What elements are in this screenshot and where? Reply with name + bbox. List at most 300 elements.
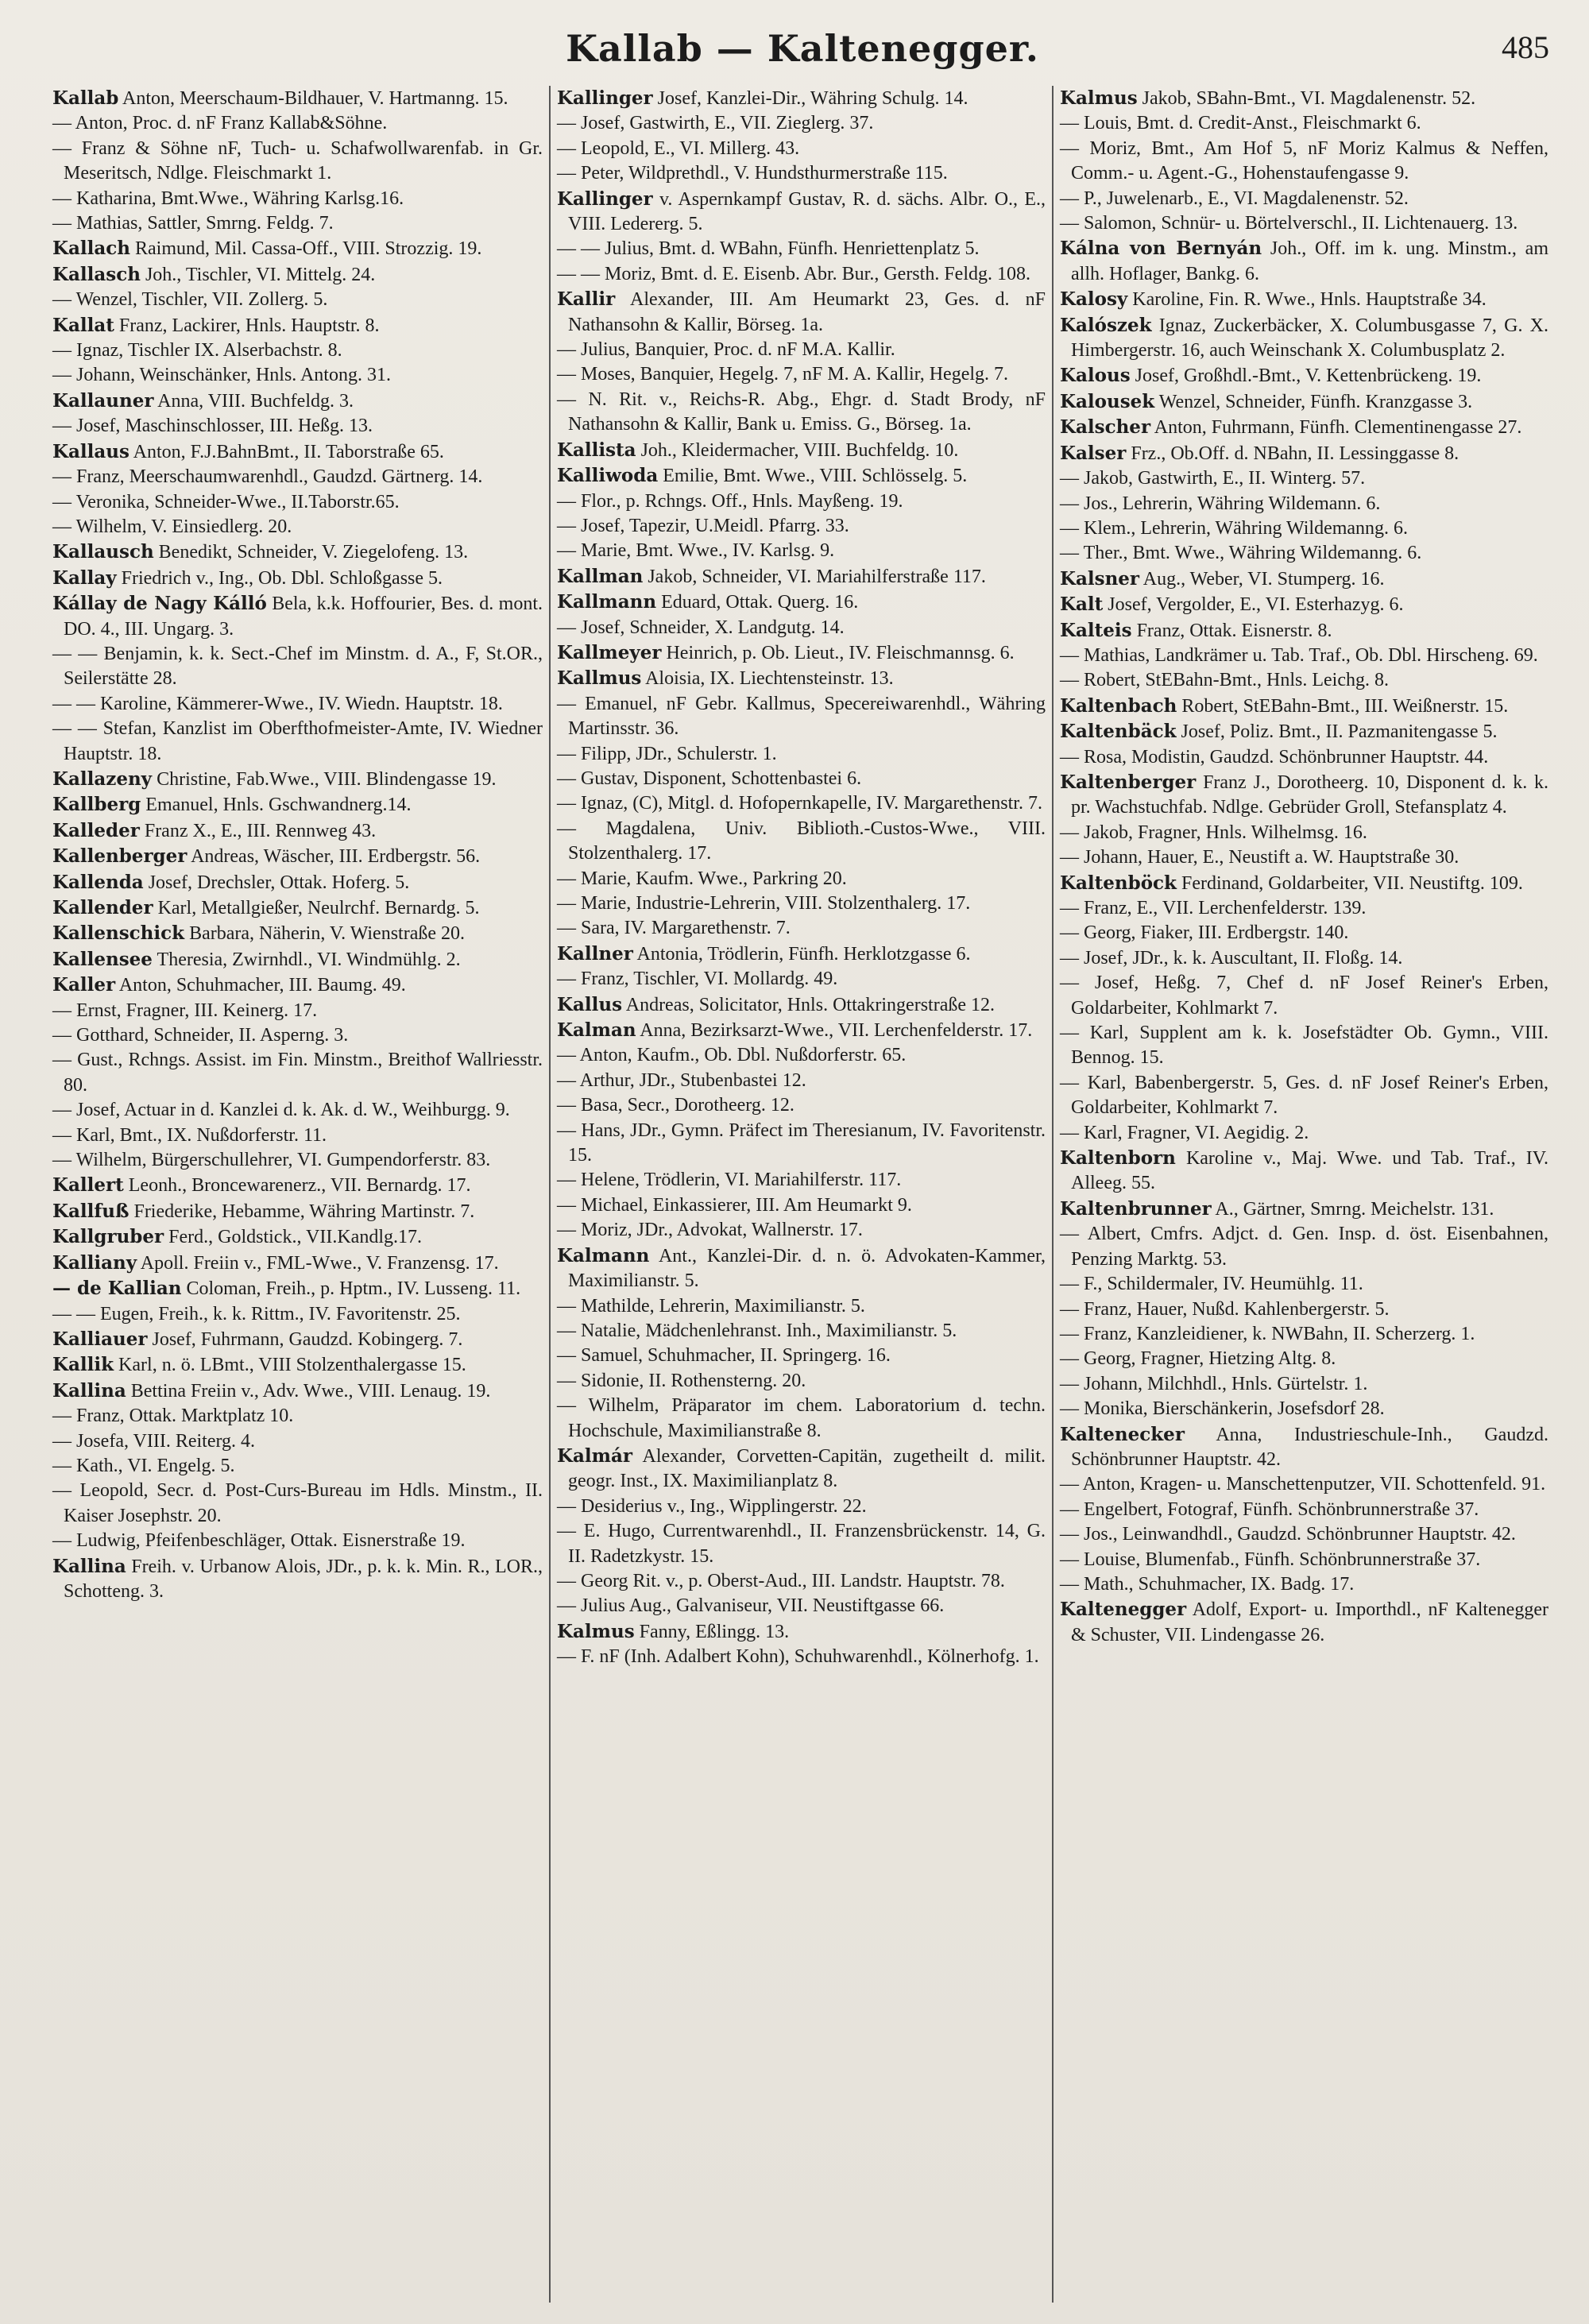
entry-text: — Johann, Hauer, E., Neustift a. W. Hauptstraße 30. [1060, 847, 1459, 868]
directory-entry [1060, 1272, 1548, 1297]
entry-text: — Desiderius v., Ing., Wipplingerstr. 22. [557, 1495, 867, 1517]
directory-entry [557, 187, 1046, 238]
entry-text: — Wilhelm, V. Einsiedlerg. 20. [52, 516, 292, 537]
directory-entry [1060, 1197, 1548, 1222]
directory-entry [52, 465, 543, 489]
entry-text: Josef, Großhdl.-Bmt., V. Kettenbrückeng. 19. [1135, 365, 1482, 387]
directory-entry [557, 1619, 1046, 1645]
directory-entry [1060, 770, 1548, 821]
entry-text: Leonh., Broncewarenerz., VII. Bernardg. 17. [128, 1175, 471, 1197]
directory-entry [557, 388, 1046, 438]
directory-entry [1060, 1572, 1548, 1597]
directory-entry [52, 973, 543, 998]
entry-text: Aug., Weber, VI. Stumperg. 16. [1142, 568, 1385, 590]
entry-surname: Kalliany [52, 1251, 137, 1274]
directory-entry [52, 818, 543, 844]
directory-entry [557, 767, 1046, 791]
directory-entry [1060, 644, 1548, 668]
entry-surname: Kallenda [52, 871, 144, 893]
directory-entry [1060, 363, 1548, 389]
directory-entry [52, 1479, 543, 1529]
directory-entry [1060, 236, 1548, 287]
entry-text: — Veronika, Schneider-Wwe., II.Taborstr.65. [52, 491, 400, 512]
entry-text: — Georg, Fragner, Hietzing Altg. 8. [1060, 1348, 1336, 1370]
entry-text: Robert, StEBahn-Bmt., III. Weißnerstr. 15. [1181, 695, 1509, 717]
entry-surname: Kallner [557, 942, 633, 965]
entry-text: Franz X., E., III. Rennweg 43. [144, 820, 377, 841]
directory-entry [52, 515, 543, 539]
entry-text: — Ignaz, Tischler IX. Alserbachstr. 8. [52, 340, 342, 362]
entry-text: — Flor., p. Rchngs. Off., Hnls. Mayßeng. 19. [557, 490, 903, 512]
entry-text: Josef, Poliz. Bmt., II. Pazmanitengasse 5. [1181, 721, 1498, 743]
entry-text: — Salomon, Schnür- u. Börtelverschl., II. Lichtenauerg. 13. [1060, 213, 1518, 234]
directory-entry [1060, 415, 1548, 440]
entry-text: — Mathias, Sattler, Smrng. Feldg. 7. [52, 213, 334, 234]
entry-text: — — Moriz, Bmt. d. E. Eisenb. Abr. Bur., Gersth. Feldg. 108. [557, 263, 1030, 284]
entry-text: — Franz, Hauer, Nußd. Kahlenbergerstr. 5. [1060, 1298, 1390, 1320]
directory-entry [1060, 821, 1548, 845]
entry-text: Friedrich v., Ing., Ob. Dbl. Schloßgasse 5. [121, 567, 443, 589]
entry-surname: Kaltenbach [1060, 694, 1177, 717]
entry-text: — Monika, Bierschänkerin, Josefsdorf 28. [1060, 1398, 1385, 1420]
entry-surname: Kalteis [1060, 619, 1132, 641]
directory-entry [1060, 592, 1548, 617]
entry-text: — Peter, Wildprethdl., V. Hundsthurmerstraße 115. [557, 163, 948, 184]
entry-text: Coloman, Freih., p. Hptm., IV. Lusseng. 11. [186, 1278, 521, 1300]
directory-entry [557, 1294, 1046, 1319]
directory-entry [1060, 1422, 1548, 1473]
directory-entry [52, 338, 543, 363]
directory-entry [557, 1043, 1046, 1068]
entry-text: Ignaz, Zuckerbäcker, X. Columbusgasse 7, G. X. Himbergerstr. 16, auch Weinschank X. Columbusplatz 2. [1071, 315, 1548, 362]
entry-text: — Emanuel, nF Gebr. Kallmus, Specereiwarenhdl., Währing Martinsstr. 36. [557, 693, 1046, 740]
entry-text: — Karl, Bmt., IX. Nußdorferstr. 11. [52, 1124, 327, 1146]
entry-surname: Kallaus [52, 440, 130, 462]
directory-entry [52, 1023, 543, 1048]
directory-entry [557, 666, 1046, 691]
directory-entry [1060, 946, 1548, 971]
entry-surname: Kallman [557, 565, 644, 587]
directory-entry [557, 514, 1046, 539]
entry-text: — Filipp, JDr., Schulerstr. 1. [557, 743, 777, 764]
directory-entry [557, 867, 1046, 891]
entry-text: — Josef, Schneider, X. Landgutg. 14. [557, 617, 845, 638]
entry-text: Bela, k.k. Hoffourier, Bes. d. mont. DO. 4., III. Ungarg. 3. [64, 594, 543, 640]
directory-entry [1060, 1472, 1548, 1497]
entry-text: Freih. v. Urbanow Alois, JDr., p. k. k. Min. R., LOR., Schotteng. 3. [64, 1556, 543, 1602]
columns [46, 86, 1556, 2303]
entry-surname: Kalmus [557, 1620, 635, 1642]
directory-entry [52, 642, 543, 692]
entry-text: — Wenzel, Tischler, VII. Zollerg. 5. [52, 289, 328, 311]
entry-text: Karoline, Fin. R. Wwe., Hnls. Hauptstraße 34. [1132, 289, 1487, 311]
entry-text: — Moriz, Bmt., Am Hof 5, nF Moriz Kalmus & Neffen, Comm.- u. Agent.-G., Hohenstaufengasse 9. [1060, 137, 1548, 184]
page-title: Kallab — Kaltenegger. [566, 27, 1039, 70]
entry-text: — — Eugen, Freih., k. k. Rittm., IV. Favoritenstr. 25. [52, 1303, 461, 1324]
directory-entry [1060, 1548, 1548, 1572]
entry-surname: Kallmus [557, 667, 642, 690]
entry-text: — Math., Schuhmacher, IX. Badg. 17. [1060, 1573, 1355, 1595]
entry-text: — Basa, Secr., Dorotheerg. 12. [557, 1095, 794, 1116]
page-header [48, 24, 1557, 79]
entry-text: Anton, Fuhrmann, Fünfh. Clementinengasse 27. [1154, 417, 1522, 439]
directory-entry [557, 1218, 1046, 1243]
directory-entry [1060, 211, 1548, 236]
directory-entry [52, 717, 543, 767]
entry-surname: Kalleder [52, 819, 140, 841]
directory-entry [557, 1594, 1046, 1618]
directory-entry [1060, 1146, 1548, 1197]
entry-surname: Kallay [52, 566, 117, 589]
entry-surname: Kallausch [52, 541, 154, 563]
directory-entry [52, 439, 543, 465]
entry-text: Ant., Kanzlei-Dir. d. n. ö. Advokaten-Kammer, Maximilianstr. 5. [568, 1245, 1046, 1292]
entry-text: — Leopold, E., VI. Millerg. 43. [557, 137, 800, 159]
entry-text: — Marie, Industrie-Lehrerin, VIII. Stolzenthalerg. 17. [557, 893, 971, 914]
directory-entry [557, 1394, 1046, 1444]
directory-entry [1060, 745, 1548, 770]
entry-text: — Rosa, Modistin, Gaudzd. Schönbrunner Hauptstr. 44. [1060, 746, 1489, 768]
entry-surname: Kalousek [1060, 390, 1155, 412]
entry-surname: Kallik [52, 1354, 114, 1376]
entry-text: — — Stefan, Kanzlist im Oberfthofmeister-Amte, IV. Wiedner Hauptstr. 18. [52, 718, 543, 764]
directory-entry [52, 1379, 543, 1404]
entry-text: Adolf, Export- u. Importhdl., nF Kaltenegger & Schuster, VII. Lindengasse 26. [1071, 1599, 1548, 1645]
entry-surname: Kallert [52, 1174, 124, 1197]
directory-entry [557, 1119, 1046, 1169]
entry-text: Emilie, Bmt. Wwe., VIII. Schlösselg. 5. [663, 466, 968, 487]
column-2 [549, 86, 1052, 2303]
entry-text: — Magdalena, Univ. Biblioth.-Custos-Wwe., VIII. Stolzenthalerg. 17. [557, 818, 1046, 864]
entry-text: — Josefa, VIII. Reiterg. 4. [52, 1430, 256, 1452]
directory-entry [557, 967, 1046, 992]
entry-surname: Kallberg [52, 794, 141, 816]
entry-text: — Natalie, Mädchenlehranst. Inh., Maximilianstr. 5. [557, 1320, 957, 1341]
directory-entry [52, 236, 543, 261]
directory-entry [52, 490, 543, 515]
entry-text: — Anton, Proc. d. nF Franz Kallab&Söhne. [52, 113, 388, 134]
entry-text: — Marie, Bmt. Wwe., IV. Karlsg. 9. [557, 540, 835, 562]
directory-entry [557, 1444, 1046, 1495]
entry-text: — Moses, Banquier, Hegelg. 7, nF M. A. Kallir, Hegelg. 7. [557, 364, 1009, 385]
entry-text: Josef, Drechsler, Ottak. Hoferg. 5. [148, 872, 410, 893]
entry-surname: Kalosy [1060, 288, 1128, 311]
directory-entry [52, 1173, 543, 1198]
directory-entry [52, 591, 543, 642]
directory-entry [1060, 1021, 1548, 1071]
directory-entry [557, 1645, 1046, 1669]
entry-text: Benedikt, Schneider, V. Ziegelofeng. 13. [158, 542, 469, 563]
entry-text: Ferd., Goldstick., VII.Kandlg.17. [168, 1227, 422, 1248]
directory-entry [52, 1327, 543, 1352]
directory-entry [1060, 86, 1548, 111]
entry-surname: Kalószek [1060, 314, 1152, 336]
entry-text: — Mathias, Landkrämer u. Tab. Traf., Ob. Dbl. Hirscheng. 69. [1060, 644, 1538, 666]
directory-entry [1060, 921, 1548, 945]
directory-entry [52, 844, 543, 869]
entry-surname: Kaltenberger [1060, 771, 1197, 793]
directory-entry [52, 1429, 543, 1454]
entry-text: Raimund, Mil. Cassa-Off., VIII. Strozzig. 19. [135, 238, 482, 260]
entry-text: — Michael, Einkassierer, III. Am Heumarkt 9. [557, 1194, 912, 1216]
entry-text: — Anton, Kaufm., Ob. Dbl. Nußdorferstr. 65. [557, 1045, 907, 1066]
entry-text: Karoline v., Maj. Wwe. und Tab. Traf., IV. Alleeg. 55. [1071, 1148, 1549, 1194]
entry-text: Karl, Metallgießer, Neulrchf. Bernardg. 5. [157, 898, 480, 918]
directory-entry [52, 566, 543, 591]
directory-entry [1060, 389, 1548, 415]
directory-entry [1060, 1372, 1548, 1397]
entry-text: — Arthur, JDr., Stubenbastei 12. [557, 1069, 806, 1091]
directory-entry [1060, 845, 1548, 870]
entry-text: — E. Hugo, Currentwarenhdl., II. Franzensbrückenstr. 14, G. II. Radetzkystr. 15. [557, 1521, 1046, 1567]
column-3 [1052, 86, 1555, 2303]
directory-entry [52, 1529, 543, 1553]
directory-entry [557, 463, 1046, 489]
entry-surname: Kallender [52, 897, 153, 918]
entry-surname: Kallat [52, 314, 114, 336]
directory-entry [52, 313, 543, 338]
directory-entry [52, 921, 543, 946]
directory-entry [557, 891, 1046, 916]
entry-text: Barbara, Näherin, V. Wienstraße 20. [189, 923, 466, 945]
entry-text: — Gotthard, Schneider, II. Asperng. 3. [52, 1025, 349, 1046]
entry-text: Heinrich, p. Ob. Lieut., IV. Fleischmannsg. 6. [666, 642, 1015, 663]
entry-surname: Kallauner [52, 389, 154, 412]
directory-entry [557, 1168, 1046, 1193]
directory-entry [557, 1569, 1046, 1594]
entry-surname: Kallensee [52, 948, 153, 970]
entry-text: Franz, Lackirer, Hnls. Hauptstr. 8. [118, 315, 380, 336]
directory-entry [1060, 1498, 1548, 1522]
entry-text: Eduard, Ottak. Querg. 16. [661, 592, 859, 613]
directory-entry [1060, 719, 1548, 744]
entry-text: A., Gärtner, Smrng. Meichelstr. 131. [1215, 1198, 1494, 1220]
directory-entry [52, 1302, 543, 1327]
directory-entry [557, 564, 1046, 590]
entry-surname: Kalscher [1060, 416, 1151, 439]
directory-entry [557, 817, 1046, 867]
directory-entry [52, 1404, 543, 1429]
entry-text: — Ludwig, Pfeifenbeschläger, Ottak. Eisnerstraße 19. [52, 1530, 466, 1552]
directory-entry [52, 539, 543, 565]
directory-entry [52, 1554, 543, 1605]
directory-entry [52, 187, 543, 211]
entry-text: Joh., Kleidermacher, VIII. Buchfeldg. 10. [640, 439, 959, 461]
directory-entry [557, 539, 1046, 563]
directory-entry [1060, 1522, 1548, 1547]
entry-text: — Samuel, Schuhmacher, II. Springerg. 16. [557, 1345, 891, 1367]
directory-entry [557, 262, 1046, 287]
entry-text: — Jakob, Gastwirth, E., II. Winterg. 57. [1060, 468, 1366, 489]
entry-text: Friederike, Hebamme, Währing Martinstr. 7. [133, 1201, 475, 1222]
entry-text: — Franz, Tischler, VI. Mollardg. 49. [557, 969, 838, 990]
entry-text: Anna, VIII. Buchfeldg. 3. [157, 390, 354, 412]
entry-text: — Franz, E., VII. Lerchenfelderstr. 139. [1060, 898, 1367, 918]
entry-text: — Anton, Kragen- u. Manschettenputzer, VII. Schottenfeld. 91. [1060, 1474, 1546, 1495]
entry-text: — Jos., Lehrerin, Währing Wildemann. 6. [1060, 493, 1381, 514]
entry-text: Fanny, Eßlingg. 13. [639, 1621, 790, 1642]
entry-text: — Karl, Babenbergerstr. 5, Ges. d. nF Josef Reiner's Erben, Goldarbeiter, Kohlmarkt 7. [1060, 1072, 1548, 1119]
directory-entry [557, 287, 1046, 338]
entry-text: — Ernst, Fragner, III. Keinerg. 17. [52, 1000, 318, 1021]
directory-entry [1060, 896, 1548, 921]
entry-text: — F. nF (Inh. Adalbert Kohn), Schuhwarenhdl., Kölnerhofg. 1. [557, 1646, 1039, 1668]
entry-text: — Sidonie, II. Rothensterng. 20. [557, 1370, 806, 1391]
entry-surname: Kalmus [1060, 87, 1138, 109]
directory-entry [1060, 111, 1548, 136]
entry-text: — Gustav, Disponent, Schottenbastei 6. [557, 768, 862, 789]
directory-entry [557, 692, 1046, 742]
entry-text: Alexander, Corvetten-Capitän, zugetheilt d. milit. geogr. Inst., IX. Maximilianplatz 8. [568, 1445, 1046, 1492]
directory-entry [557, 640, 1046, 666]
entry-surname: Kallista [557, 439, 636, 461]
directory-entry [1060, 1297, 1548, 1322]
entry-text: — Josef, Tapezir, U.Meidl. Pfarrg. 33. [557, 515, 849, 536]
directory-entry [1060, 1071, 1548, 1121]
directory-entry [557, 590, 1046, 615]
entry-text: — Moriz, JDr., Advokat, Wallnerstr. 17. [557, 1220, 863, 1241]
directory-entry [1060, 287, 1548, 312]
entry-text: Andreas, Wäscher, III. Erdbergstr. 56. [191, 846, 481, 868]
entry-text: Josef, Vergolder, E., VI. Esterhazyg. 6. [1108, 594, 1404, 616]
directory-entry [1060, 187, 1548, 211]
directory-entry [1060, 694, 1548, 719]
entry-text: — Georg, Fiaker, III. Erdbergstr. 140. [1060, 922, 1349, 944]
directory-entry [1060, 668, 1548, 693]
entry-text: — Johann, Weinschänker, Hnls. Antong. 31. [52, 365, 391, 386]
entry-text: Ferdinand, Goldarbeiter, VII. Neustiftg. 109. [1181, 872, 1523, 894]
directory-entry [52, 692, 543, 717]
entry-surname: Kalous [1060, 365, 1131, 387]
directory-entry [52, 767, 543, 792]
entry-surname: Kallmann [557, 591, 657, 613]
entry-text: — Helene, Trödlerin, VI. Mariahilferstr. 117. [557, 1170, 902, 1191]
entry-surname: Kalt [1060, 594, 1104, 616]
entry-text: Joh., Off. im k. ung. Minstm., am allh. Hoflager, Bankg. 6. [1071, 238, 1549, 284]
entry-surname: Kallazeny [52, 768, 153, 790]
directory-entry [52, 895, 543, 921]
entry-text: — — Karoline, Kämmerer-Wwe., IV. Wiedn. Hauptstr. 18. [52, 693, 503, 714]
directory-entry [1060, 1397, 1548, 1421]
entry-text: — Hans, JDr., Gymn. Präfect im Theresianum, IV. Favoritenstr. 15. [557, 1119, 1046, 1166]
entry-text: — Klem., Lehrerin, Währing Wildemanng. 6. [1060, 517, 1409, 539]
entry-text: Jakob, SBahn-Bmt., VI. Magdalenenstr. 52. [1142, 88, 1476, 109]
entry-text: — Karl, Supplent am k. k. Josefstädter Ob. Gymn., VIII. Bennog. 15. [1060, 1023, 1548, 1069]
directory-entry [1060, 492, 1548, 516]
entry-text: Anna, Bezirksarzt-Wwe., VII. Lerchenfelderstr. 17. [640, 1020, 1033, 1042]
entry-text: — Franz & Söhne nF, Tuch- u. Schafwollwarenfab. in Gr. Meseritsch, Ndlge. Fleischmarkt 1. [52, 137, 543, 184]
entry-text: Franz, Ottak. Eisnerstr. 8. [1136, 620, 1332, 641]
directory-entry [557, 942, 1046, 967]
directory-entry [557, 916, 1046, 941]
directory-entry [52, 137, 543, 187]
directory-entry [52, 86, 543, 111]
directory-entry [1060, 566, 1548, 592]
entry-surname: Kalmann [557, 1244, 650, 1266]
entry-text: Anton, Schuhmacher, III. Baumg. 49. [118, 975, 406, 996]
entry-text: — Wilhelm, Bürgerschullehrer, VI. Gumpendorferstr. 83. [52, 1150, 491, 1171]
entry-text: — Karl, Fragner, VI. Aegidig. 2. [1060, 1122, 1309, 1143]
entry-surname: Kállay de Nagy Kálló [52, 593, 267, 615]
entry-text: — Jos., Leinwandhdl., Gaudzd. Schönbrunner Hauptstr. 42. [1060, 1524, 1516, 1545]
directory-entry [52, 1123, 543, 1148]
directory-entry [52, 999, 543, 1023]
directory-entry [1060, 441, 1548, 466]
directory-entry [52, 111, 543, 136]
directory-entry [52, 1352, 543, 1378]
entry-surname: Kallenschick [52, 922, 185, 945]
entry-text: — Jakob, Fragner, Hnls. Wilhelmsg. 16. [1060, 822, 1367, 843]
entry-text: — Julius Aug., Galvaniseur, VII. Neustiftgasse 66. [557, 1595, 945, 1617]
directory-entry [557, 1093, 1046, 1118]
entry-text: — Josef, Gastwirth, E., VII. Zieglerg. 37. [557, 113, 874, 134]
entry-text: — Leopold, Secr. d. Post-Curs-Bureau im Hdls. Minstm., II. Kaiser Josephstr. 20. [52, 1480, 543, 1526]
entry-text: Bettina Freiin v., Adv. Wwe., VIII. Lenaug. 19. [130, 1380, 491, 1402]
entry-surname: Kallach [52, 238, 130, 260]
directory-entry [1060, 1222, 1548, 1272]
directory-entry [557, 338, 1046, 362]
entry-text: — Franz, Ottak. Marktplatz 10. [52, 1406, 294, 1427]
entry-text: — Josef, JDr., k. k. Auscultant, II. Floßg. 14. [1060, 947, 1403, 969]
directory-entry [1060, 1347, 1548, 1371]
entry-text: — Josef, Heßg. 7, Chef d. nF Josef Reiner's Erben, Goldarbeiter, Kohlmarkt 7. [1060, 973, 1548, 1019]
entry-text: Christine, Fab.Wwe., VIII. Blindengasse 19. [157, 768, 497, 790]
entry-surname: Kalliwoda [557, 465, 659, 487]
entry-text: — Marie, Kaufm. Wwe., Parkring 20. [557, 868, 847, 889]
directory-entry [557, 1243, 1046, 1294]
directory-entry [1060, 618, 1548, 644]
directory-entry [557, 237, 1046, 261]
entry-surname: Kaltenbäck [1060, 721, 1177, 743]
entry-surname: Kallinger [557, 87, 653, 109]
entry-surname: Kallfuß [52, 1200, 130, 1222]
entry-surname: Kallina [52, 1555, 126, 1577]
entry-text: — Ther., Bmt. Wwe., Währing Wildemanng. 6. [1060, 543, 1422, 564]
entry-text: — Julius, Banquier, Proc. d. nF M.A. Kallir. [557, 339, 895, 361]
entry-text: — Kath., VI. Engelg. 5. [52, 1455, 235, 1476]
directory-entry [557, 742, 1046, 767]
entry-surname: Kallina [52, 1379, 126, 1402]
directory-entry [557, 161, 1046, 186]
directory-entry [52, 1048, 543, 1098]
entry-surname: Kaller [52, 974, 116, 996]
directory-entry [1060, 1597, 1548, 1648]
entry-text: Josef, Fuhrmann, Gaudzd. Kobingerg. 7. [152, 1328, 463, 1350]
entry-surname: Kaltenbrunner [1060, 1197, 1212, 1220]
directory-entry [52, 1199, 543, 1224]
entry-text: — — Julius, Bmt. d. WBahn, Fünfh. Henriettenplatz 5. [557, 238, 980, 260]
directory-entry [557, 1193, 1046, 1218]
directory-entry [1060, 137, 1548, 187]
entry-text: Joh., Tischler, VI. Mittelg. 24. [145, 264, 376, 285]
entry-text: — — Benjamin, k. k. Sect.-Chef im Minstm. d. A., F, St.OR., Seilerstätte 28. [52, 643, 543, 690]
entry-text: — Georg Rit. v., p. Oberst-Aud., III. Landstr. Hauptstr. 78. [557, 1570, 1005, 1591]
entry-surname: Kaltenegger [1060, 1599, 1187, 1621]
directory-entry [52, 363, 543, 388]
entry-text: — Ignaz, (C), Mitgl. d. Hofopernkapelle, IV. Margarethenstr. 7. [557, 793, 1042, 814]
entry-surname: Kaltenecker [1060, 1423, 1185, 1445]
entry-text: Franz J., Dorotheerg. 10, Disponent d. k. k. pr. Wachstuchfab. Ndlge. Gebrüder Groll, Stefansplatz 4. [1071, 771, 1549, 818]
entry-text: — Wilhelm, Präparator im chem. Laboratorium d. techn. Hochschule, Maximilianstraße 8. [557, 1395, 1046, 1441]
directory-entry [52, 211, 543, 236]
directory-entry [557, 1344, 1046, 1368]
directory-entry [557, 1369, 1046, 1394]
directory-entry [557, 1069, 1046, 1093]
directory-entry [1060, 1121, 1548, 1146]
entry-surname: Kalman [557, 1019, 636, 1042]
directory-entry [557, 1319, 1046, 1344]
entry-surname: Kaltenböck [1060, 872, 1177, 894]
